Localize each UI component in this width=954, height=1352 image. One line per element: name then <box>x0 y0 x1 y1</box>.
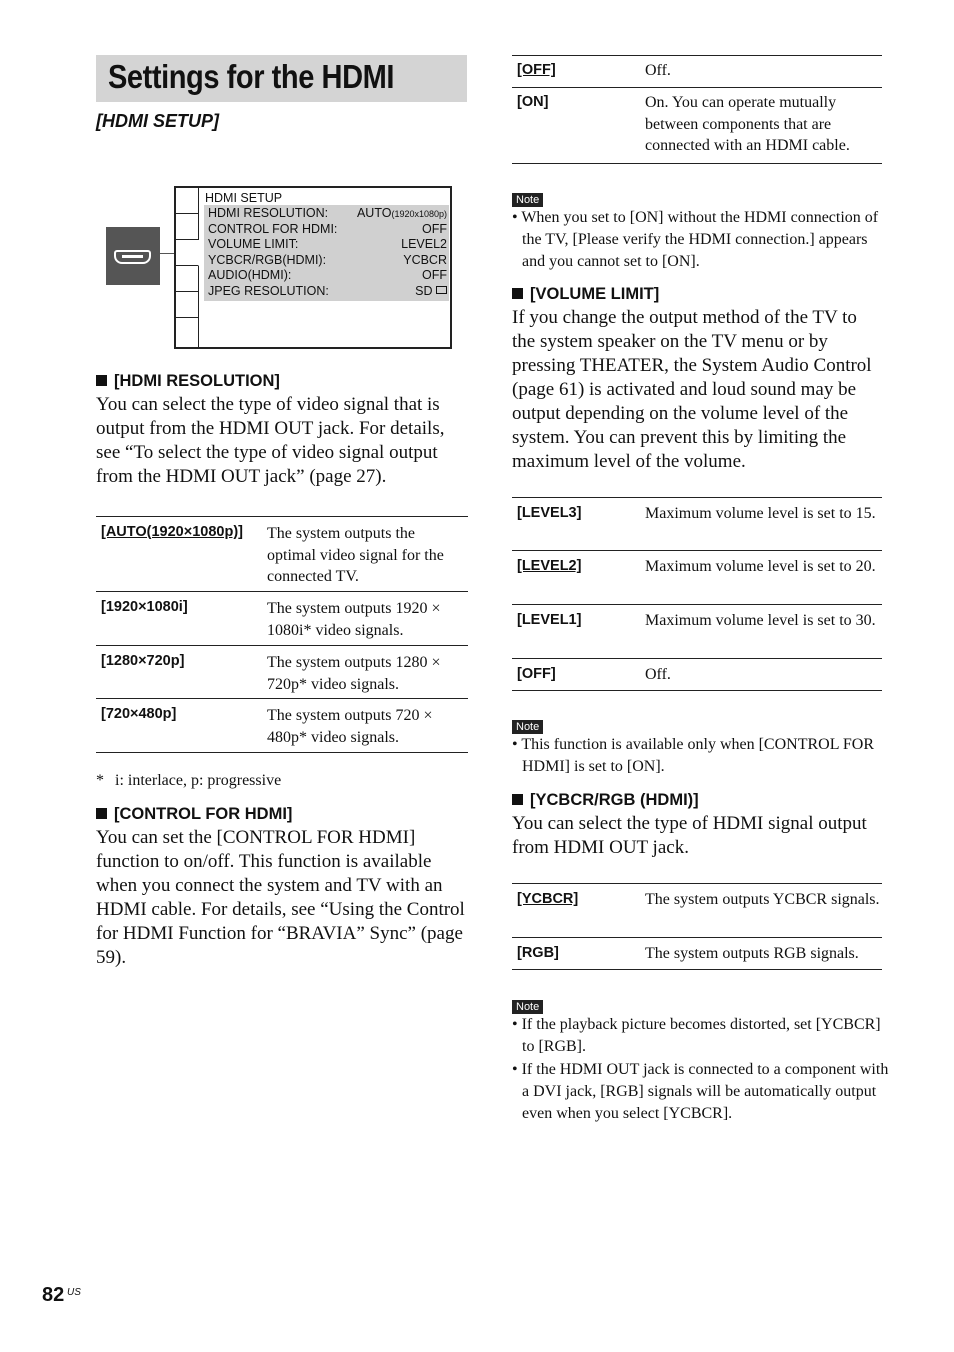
ycbcr-rgb-body: You can select the type of HDMI signal output from HDMI OUT jack. <box>512 813 867 858</box>
screen-row: JPEG RESOLUTION: SD <box>208 284 447 300</box>
table-row: [AUTO(1920×1080p)] The system outputs the optimal video signal for the connected TV. <box>96 517 468 592</box>
table-row: [720×480p] The system outputs 720 × 480p* video signals. <box>96 699 468 753</box>
square-bullet-icon <box>512 288 523 299</box>
table-row: [RGB] The system outputs RGB signals. <box>512 938 882 970</box>
control-for-hdmi-body: You can set the [CONTROL FOR HDMI] function to on/off. This function is available when you connect the system and TV with an HDMI cable. For details, see “Using the Control for HDMI Function for “BRAVIA” Sync” (page 59). <box>96 827 465 968</box>
table-row: [LEVEL1] Maximum volume level is set to 30. <box>512 605 882 659</box>
note-label: Note <box>512 717 543 735</box>
page-subtitle: [HDMI SETUP] <box>96 111 219 131</box>
hdmi-resolution-body: You can select the type of video signal that is output from the HDMI OUT jack. For details, see “To select the type of video signal output from the HDMI OUT jack” (page 27). <box>96 394 445 487</box>
hdmi-setup-icon <box>106 227 160 285</box>
table-row: [YCBCR] The system outputs YCBCR signals. <box>512 884 882 938</box>
volume-limit-table <box>512 497 882 691</box>
screen-menu <box>204 205 449 301</box>
table-row: [LEVEL3] Maximum volume level is set to 15. <box>512 498 882 551</box>
note-text: • If the HDMI OUT jack is connected to a component with a DVI jack, [RGB] signals will be automatically output even when you select [YCBCR]. <box>512 1061 889 1122</box>
control-for-hdmi-heading: [CONTROL FOR HDMI] <box>96 805 292 824</box>
screen-header: HDMI SETUP <box>205 191 283 205</box>
screen-row: CONTROL FOR HDMI: OFF <box>208 221 447 236</box>
screen-row: HDMI RESOLUTION: AUTO(1920x1080p) <box>208 206 447 220</box>
ycbcr-rgb-table <box>512 883 882 970</box>
table-row: [1280×720p] The system outputs 1280 × 720p* video signals. <box>96 646 468 699</box>
ycbcr-rgb-heading: [YCBCR/RGB (HDMI)] <box>512 791 699 810</box>
screen-row: YCBCR/RGB(HDMI): YCBCR <box>208 252 447 267</box>
table-row: [OFF] Off. <box>512 56 882 88</box>
table-row: [1920×1080i] The system outputs 1920 × 1080i* video signals. <box>96 592 468 646</box>
hdmi-resolution-table <box>96 516 468 753</box>
square-bullet-icon <box>512 794 523 805</box>
table-row: [LEVEL2] Maximum volume level is set to 20. <box>512 551 882 605</box>
note-text: • This function is available only when [CONTROL FOR HDMI] is set to [ON]. <box>512 736 875 775</box>
square-bullet-icon <box>96 808 107 819</box>
volume-limit-heading: [VOLUME LIMIT] <box>512 285 659 304</box>
page-region-suffix: US <box>67 1287 81 1298</box>
page-title: Settings for the HDMI <box>108 58 394 95</box>
hdmi-resolution-heading: [HDMI RESOLUTION] <box>96 372 280 391</box>
note-label: Note <box>512 190 543 208</box>
square-bullet-icon <box>96 375 107 386</box>
menu-icon-column <box>176 188 199 347</box>
table-row: [OFF] Off. <box>512 659 882 691</box>
page-number: 82 <box>42 1284 65 1306</box>
table-row: [ON] On. You can operate mutually between components that are connected with an HDMI cable. <box>512 88 882 164</box>
jpeg-box-icon <box>436 286 447 294</box>
screen-row: VOLUME LIMIT: LEVEL2 <box>208 237 447 251</box>
note-text: • If the playback picture becomes distorted, set [YCBCR] to [RGB]. <box>512 1016 881 1055</box>
note-text: • When you set to [ON] without the HDMI connection of the TV, [Please verify the HDMI connection.] appears and you cannot set to [ON]. <box>512 209 879 270</box>
volume-limit-body: If you change the output method of the TV to the system speaker on the TV menu or by pressing THEATER, the System Audio Control (page 61) is activated and loud sound may be output depending on the volume level of the system. You can prevent this by limiting the maximum level of the volume. <box>512 307 872 472</box>
note-label: Note <box>512 997 543 1015</box>
footnote: i: interlace, p: progressive <box>115 772 282 789</box>
setup-screen-illustration <box>174 186 452 349</box>
control-for-hdmi-table <box>512 55 882 164</box>
footnote-mark: * <box>96 772 104 789</box>
screen-row: AUDIO(HDMI): OFF <box>208 268 447 282</box>
